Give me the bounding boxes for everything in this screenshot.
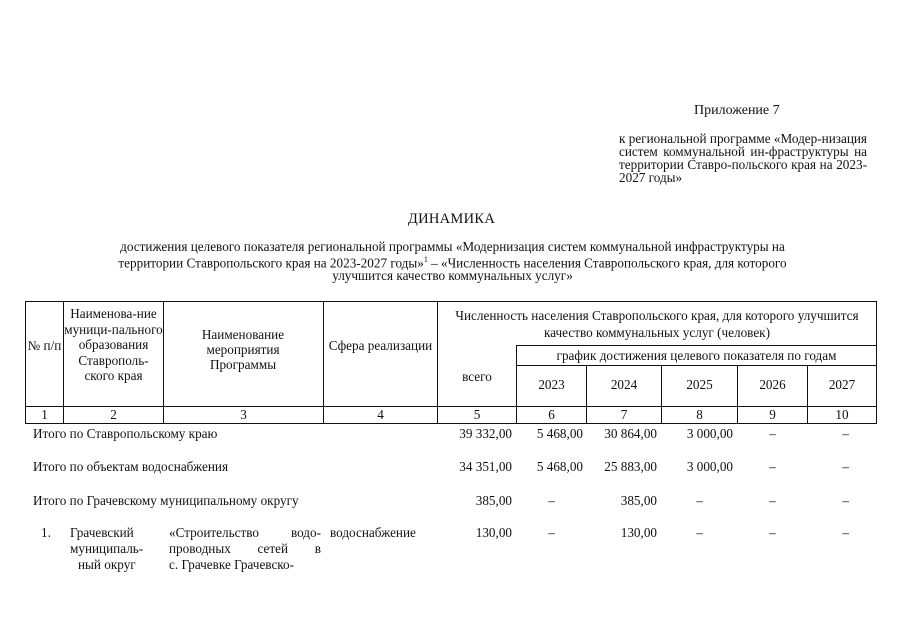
- value-2024: 25 883,00: [604, 459, 657, 474]
- subtitle-line-2: [50, 253, 855, 269]
- value-2027: –: [842, 493, 849, 508]
- document-title: ДИНАМИКА: [407, 211, 496, 227]
- subtitle-line-3: улучшится качество коммунальных услуг»: [332, 268, 573, 284]
- header-year-2024: 2024: [610, 377, 638, 392]
- program-reference: к региональной программе «Модер-низация систем коммунальной ин-фраструктуры на территории Ставро-польского края на 2023-2027 годы»: [619, 131, 867, 185]
- col-number-5: 5: [473, 407, 481, 422]
- value-2026: –: [769, 525, 776, 540]
- appendix-label: Приложение 7: [694, 103, 780, 118]
- municipality-line: ный округ: [78, 557, 136, 572]
- value-2025: 3 000,00: [686, 459, 733, 474]
- value-2025: 3 000,00: [686, 426, 733, 441]
- value-2027: –: [842, 525, 849, 540]
- value-2023: –: [548, 525, 555, 540]
- col-number-8: 8: [696, 407, 703, 422]
- event-line: проводных сетей в: [169, 541, 321, 556]
- row-sphere: водоснабжение: [330, 525, 416, 540]
- row-label: Итого по объектам водоснабжения: [33, 459, 229, 474]
- event-line: с. Грачевке Грачевско-: [169, 557, 295, 572]
- header-schedule: график достижения целевого показателя по годам: [556, 348, 837, 363]
- col-number-3: 3: [240, 407, 247, 422]
- header-year-2025: 2025: [686, 377, 713, 392]
- value-2026: –: [769, 459, 776, 474]
- municipality-line: Грачевский: [70, 525, 134, 540]
- col-number-7: 7: [620, 407, 628, 422]
- value-2025: –: [696, 525, 703, 540]
- value-2024: 30 864,00: [604, 426, 657, 441]
- document-subtitle: [50, 240, 855, 282]
- header-sphere: Сфера реализации: [328, 338, 433, 353]
- row-municipality: [70, 525, 160, 573]
- value-2023: 5 468,00: [536, 459, 583, 474]
- municipality-line: муниципаль-: [70, 541, 144, 556]
- subtitle-line-1: достижения целевого показателя региональной программы «Модернизация систем коммунальной инфраструктуры на: [120, 239, 785, 254]
- value-2027: –: [842, 426, 849, 441]
- value-total: 385,00: [475, 493, 512, 508]
- value-2027: –: [842, 459, 849, 474]
- value-2024: 385,00: [620, 493, 657, 508]
- row-event: [169, 525, 321, 573]
- value-total: 34 351,00: [459, 459, 512, 474]
- row-label: Итого по Грачевскому муниципальному округу: [33, 493, 299, 508]
- col-number-9: 9: [769, 407, 776, 422]
- value-2026: –: [769, 493, 776, 508]
- col-number-1: 1: [41, 407, 48, 422]
- row-number: 1.: [41, 525, 51, 540]
- col-number-2: 2: [110, 407, 117, 422]
- value-2023: –: [548, 493, 555, 508]
- value-total: 39 332,00: [459, 426, 512, 441]
- value-2025: –: [696, 493, 703, 508]
- col-number-4: 4: [377, 407, 384, 422]
- col-number-6: 6: [548, 407, 555, 422]
- value-2024: 130,00: [620, 525, 657, 540]
- header-population: Численность населения Ставропольского края, для которого улучшится качество коммунальных услуг (человек): [455, 308, 859, 340]
- value-2026: –: [769, 426, 776, 441]
- header-municipality: Наименова-ние муници-пального образования Ставрополь-ского края: [64, 306, 163, 384]
- col-number-10: 10: [835, 407, 849, 422]
- value-2023: 5 468,00: [536, 426, 583, 441]
- header-year-2026: 2026: [759, 377, 786, 392]
- row-label: Итого по Ставропольскому краю: [33, 426, 218, 441]
- subtitle-line-2-b: – «Численность населения Ставропольского края, для которого: [427, 255, 787, 271]
- header-event: Наименование мероприятия Программы: [201, 327, 285, 372]
- header-year-2023: 2023: [538, 377, 565, 392]
- header-num: № п/п: [27, 338, 62, 353]
- header-year-2027: 2027: [828, 377, 856, 392]
- footnote-marker: 1: [423, 255, 428, 264]
- value-total: 130,00: [475, 525, 512, 540]
- header-total: всего: [462, 369, 492, 384]
- subtitle-line-2-a: территории Ставропольского края на 2023-2027 годы»: [118, 255, 424, 271]
- event-line: «Строительство водо-: [169, 525, 321, 540]
